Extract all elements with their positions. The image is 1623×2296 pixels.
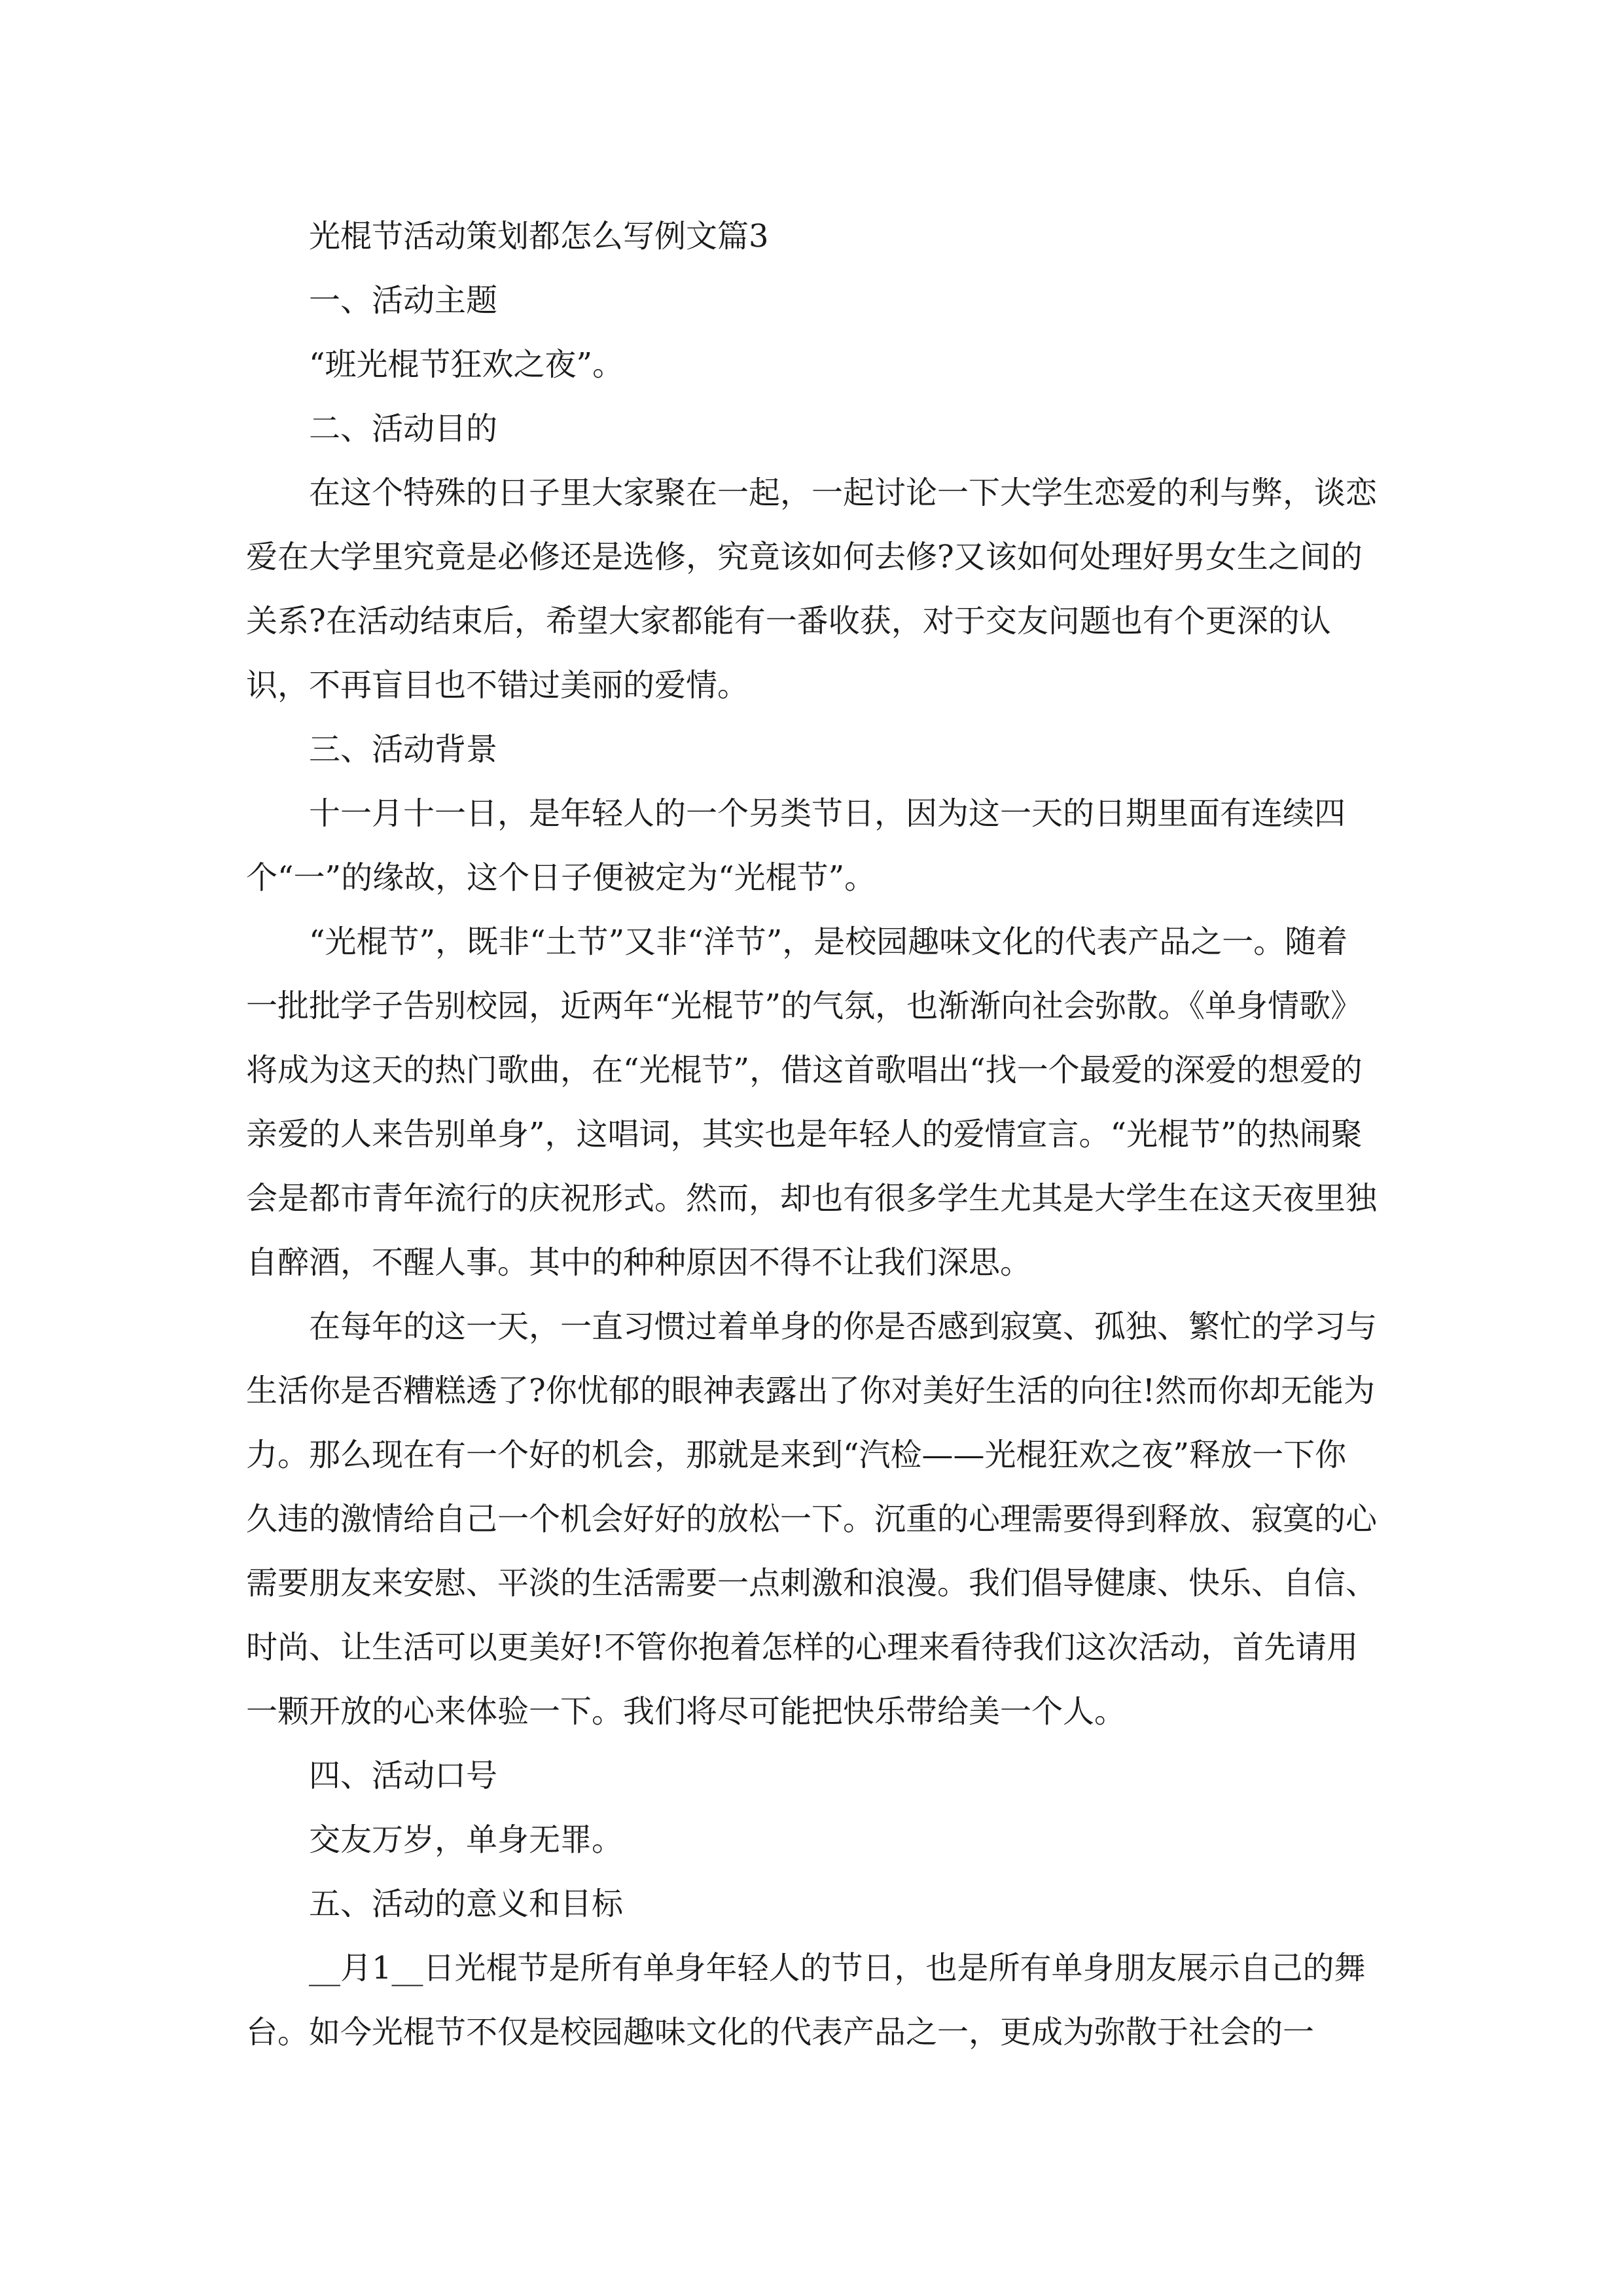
section-heading: 一、活动主题 — [309, 282, 498, 319]
paragraph: “班光棍节狂欢之夜”。 — [309, 346, 624, 383]
section-heading: 五、活动的意义和目标 — [309, 1886, 624, 1922]
paragraph: “光棍节”，既非“土节”又非“洋节”，是校园趣味文化的代表产品之一。随着一批批学子告别校园，近两年“光棍节”的气氛，也渐渐向社会弥散。《单身情歌》将成为这天的热门歌曲，在“光棍节”，借这首歌唱出“找一个最爱的深爱的想爱的亲爱的人来告别单身”，这唱词，其实也是年轻人的爱情宣言。“光棍节”的热闹聚会是都市青年流行的庆祝形式。然而，却也有很多学生尤其是大学生在这天夜里独自醉酒，不醒人事。其中的种种原因不得不让我们深思。 — [246, 924, 1378, 1281]
paragraph: __月1__日光棍节是所有单身年轻人的节日，也是所有单身朋友展示自己的舞台。如今光棍节不仅是校园趣味文化的代表产品之一，更成为弥散于社会的一 — [246, 1950, 1366, 2051]
paragraph: 在每年的这一天，一直习惯过着单身的你是否感到寂寞、孤独、繁忙的学习与生活你是否糟糕透了?你忧郁的眼神表露出了你对美好生活的向往!然而你却无能为力。那么现在有一个好的机会，那就是来到“汽检——光棍狂欢之夜”释放一下你久违的激情给自己一个机会好好的放松一下。沉重的心理需要得到释放、寂寞的心需要朋友来安慰、平淡的生活需要一点刺激和浪漫。我们倡导健康、快乐、自信、时尚、让生活可以更美好!不管你抱着怎样的心理来看待我们这次活动，首先请用一颗开放的心来体验一下。我们将尽可能把快乐带给美一个人。 — [246, 1308, 1378, 1730]
document-body — [246, 204, 1377, 2064]
section-heading: 二、活动目的 — [309, 410, 498, 447]
paragraph: 交友万岁，单身无罪。 — [309, 1821, 624, 1858]
section-heading: 三、活动背景 — [309, 731, 498, 768]
paragraph: 十一月十一日，是年轻人的一个另类节日，因为这一天的日期里面有连续四个“一”的缘故，这个日子便被定为“光棍节”。 — [246, 795, 1346, 896]
section-heading: 四、活动口号 — [309, 1757, 498, 1794]
document-title: 光棍节活动策划都怎么写例文篇3 — [309, 218, 769, 255]
paragraph: 在这个特殊的日子里大家聚在一起，一起讨论一下大学生恋爱的利与弊，谈恋爱在大学里究竟是必修还是选修，究竟该如何去修?又该如何处理好男女生之间的关系?在活动结束后，希望大家都能有一番收获，对于交友问题也有个更深的认识，不再盲目也不错过美丽的爱情。 — [246, 475, 1378, 704]
